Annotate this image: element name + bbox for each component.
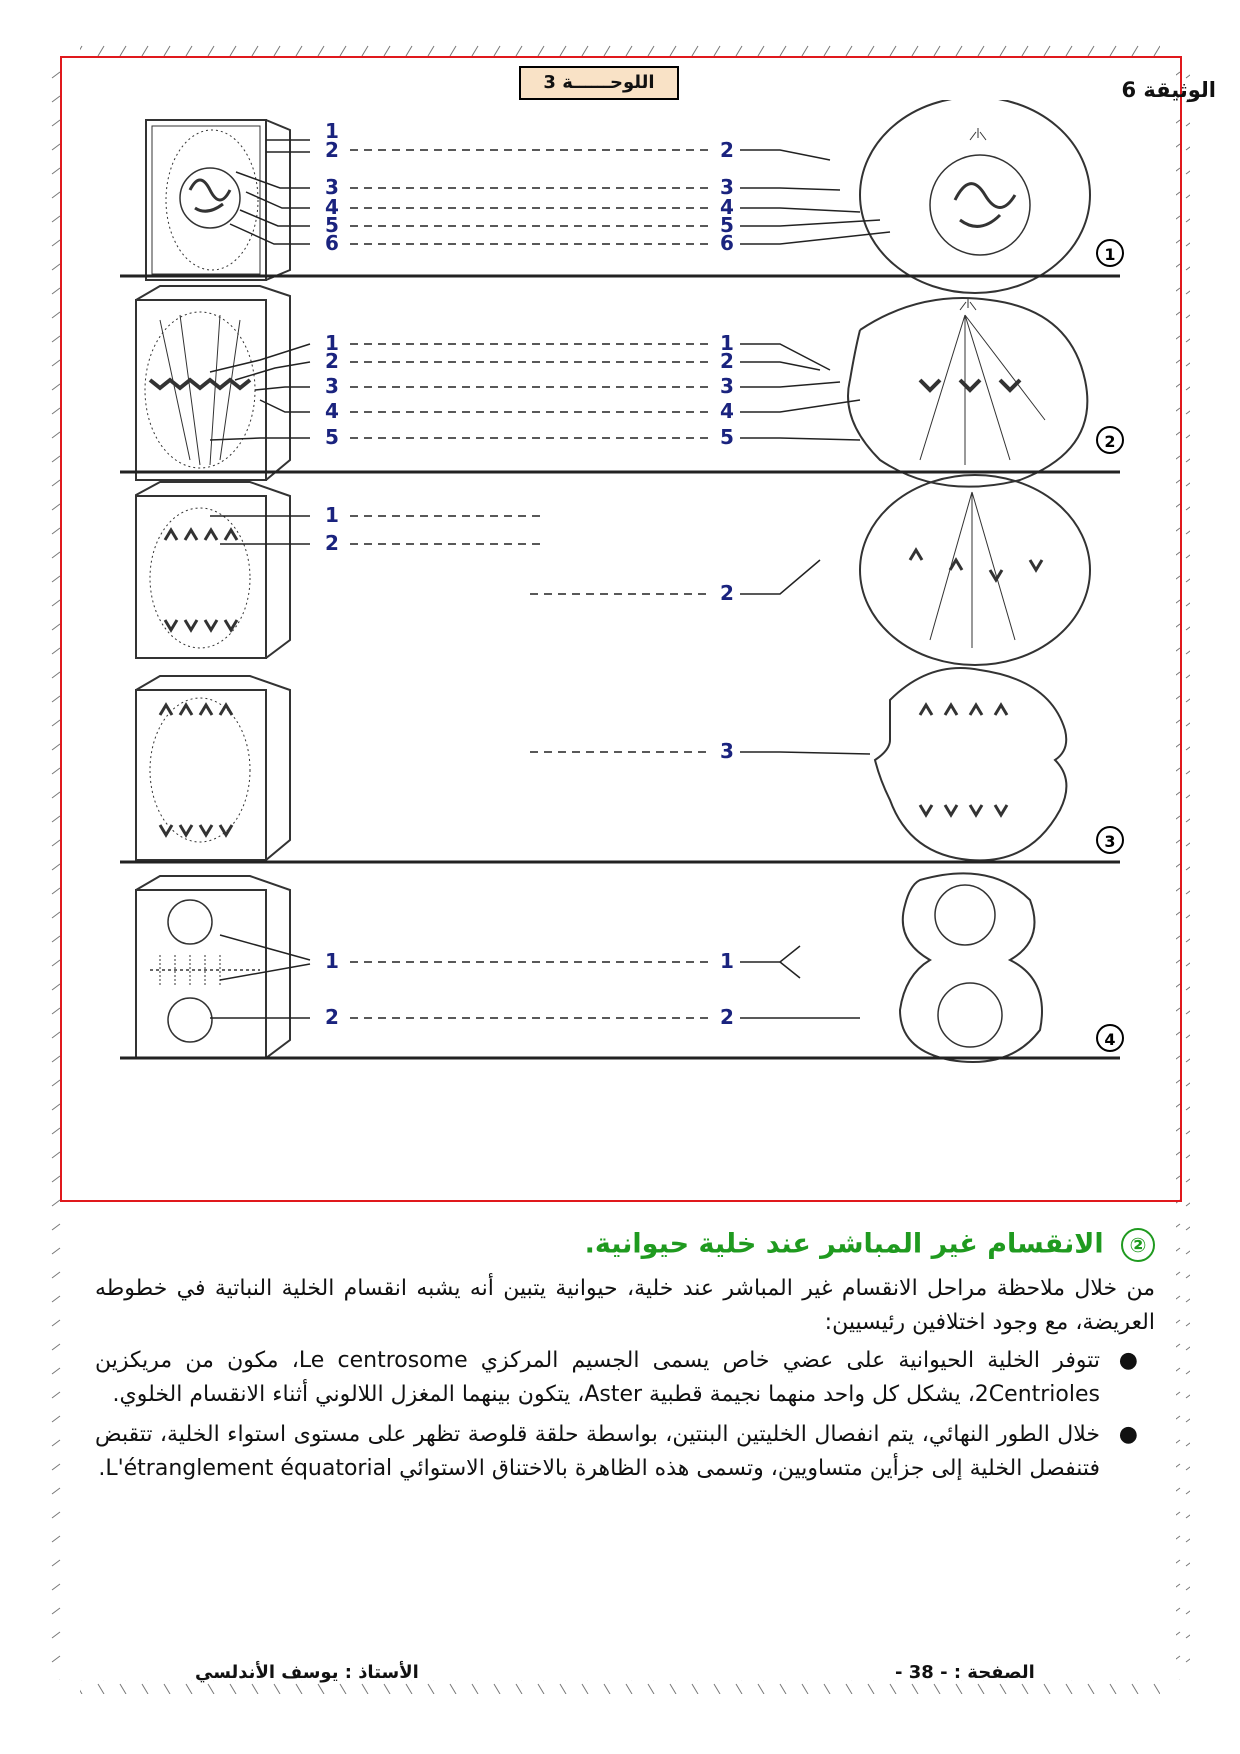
stage-marker-2: 2 — [1104, 432, 1116, 451]
stage3a-plant-label-2: 2 — [325, 531, 339, 555]
stage3-row — [120, 475, 1123, 862]
stage1-animal-label-4: 4 — [720, 195, 734, 219]
stage2-leader-solid — [210, 344, 860, 440]
stage4-plant-label-1: 1 — [325, 949, 339, 973]
stage4-leader-solid — [210, 935, 860, 1018]
plant-cell-metaphase — [136, 286, 290, 480]
plant-cell-anaphase-late — [136, 676, 290, 860]
bullet-text: خلال الطور النهائي، يتم انفصال الخليتين البنتين، بواسطة حلقة قلوصة تظهر على مستوى استواء الخلية، تتقبض فتنفصل الخلية إلى جزأين متساويين، وتسمى هذه الظاهرة بالاختناق الاستوائي L'étranglement équatorial. — [95, 1422, 1100, 1481]
stage1-plant-label-2: 2 — [325, 138, 339, 162]
stage2-animal-label-4: 4 — [720, 399, 734, 423]
stage1-plant-label-4: 4 — [325, 195, 339, 219]
stage1-plant-label-3: 3 — [325, 175, 339, 199]
section-number: ② — [1121, 1228, 1155, 1262]
stage1-row — [120, 100, 1123, 293]
plant-cell-prophase — [146, 120, 290, 280]
stage2-plant-label-1: 1 — [325, 331, 339, 355]
animal-cell-metaphase — [848, 298, 1087, 487]
footer-teacher: الأستاذ : يوسف الأندلسي — [195, 1662, 419, 1683]
stage1-plant-label-5: 5 — [325, 213, 339, 237]
stage1-animal-label-5: 5 — [720, 213, 734, 237]
stage2-animal-label-2: 2 — [720, 349, 734, 373]
stage2-animal-label-1: 1 — [720, 331, 734, 355]
stage2-leaders — [350, 344, 710, 438]
document-label: الوثيقة 6 — [1121, 78, 1216, 102]
stage1-animal-label-6: 6 — [720, 231, 734, 255]
stage-marker-1: 1 — [1104, 245, 1116, 264]
animal-cell-telophase — [900, 873, 1042, 1062]
bullet-item — [95, 1418, 1138, 1486]
stage2-animal-label-5: 5 — [720, 425, 734, 449]
stage3a-plant-label-1: 1 — [325, 503, 339, 527]
stage1-plant-label-6: 6 — [325, 231, 339, 255]
bullet-list — [95, 1344, 1155, 1486]
footer-page-number: الصفحة : - 38 - — [895, 1662, 1035, 1683]
plant-cell-anaphase-early — [136, 482, 290, 658]
stage4-plant-label-2: 2 — [325, 1005, 339, 1029]
bullet-item — [95, 1344, 1138, 1412]
stage3b-animal-label-3: 3 — [720, 739, 734, 763]
stage2-plant-label-3: 3 — [325, 374, 339, 398]
stage1-animal-label-3: 3 — [720, 175, 734, 199]
stage1-plant-label-1: 1 — [325, 119, 339, 143]
animal-cell-anaphase-early — [860, 475, 1090, 665]
intro-paragraph: من خلال ملاحظة مراحل الانقسام غير المباشر عند خلية، حيوانية يتبين أنه يشبه انقسام الخلية النباتية في خطوطه العريضة، مع وجود اختلافين رئيسيين: — [95, 1276, 1155, 1335]
stage2-animal-label-3: 3 — [720, 374, 734, 398]
section-title-text: الانقسام غير المباشر عند خلية حيوانية. — [584, 1228, 1104, 1260]
animal-cell-prophase — [860, 100, 1090, 293]
stage-marker-4: 4 — [1104, 1030, 1116, 1049]
stage3a-leaders — [350, 516, 710, 594]
bullet-text: تتوفر الخلية الحيوانية على عضي خاص يسمى الجسيم المركزي Le centrosome، مكون من مريكزين 2Centrioles، يشكل كل واحد منهما نجيمة قطبية Aster، يتكون بينهما المغزل اللالوني أثناء الانقسام الخلوي. — [95, 1348, 1100, 1407]
stage2-plant-label-5: 5 — [325, 425, 339, 449]
body-text — [95, 1272, 1155, 1492]
section-heading — [585, 1228, 1155, 1262]
stage4-row — [120, 873, 1123, 1062]
stage4-animal-label-1: 1 — [720, 949, 734, 973]
stage2-plant-label-4: 4 — [325, 399, 339, 423]
stage4-leaders — [350, 962, 710, 1018]
stage3a-animal-label-2: 2 — [720, 581, 734, 605]
stage1-animal-label-2: 2 — [720, 138, 734, 162]
animal-cell-anaphase-late — [875, 668, 1066, 860]
stage4-animal-label-2: 2 — [720, 1005, 734, 1029]
stage1-leaders — [350, 150, 710, 244]
plate-label: اللوحــــــة 3 — [519, 66, 679, 100]
stage-marker-3: 3 — [1104, 832, 1116, 851]
bullet-symbol: ● — [1118, 1348, 1138, 1373]
plant-cell-telophase — [136, 876, 290, 1058]
stage2-plant-label-2: 2 — [325, 349, 339, 373]
mitosis-figure — [60, 100, 1182, 1200]
stage2-row — [120, 286, 1123, 487]
bullet-symbol: ● — [1118, 1422, 1138, 1447]
